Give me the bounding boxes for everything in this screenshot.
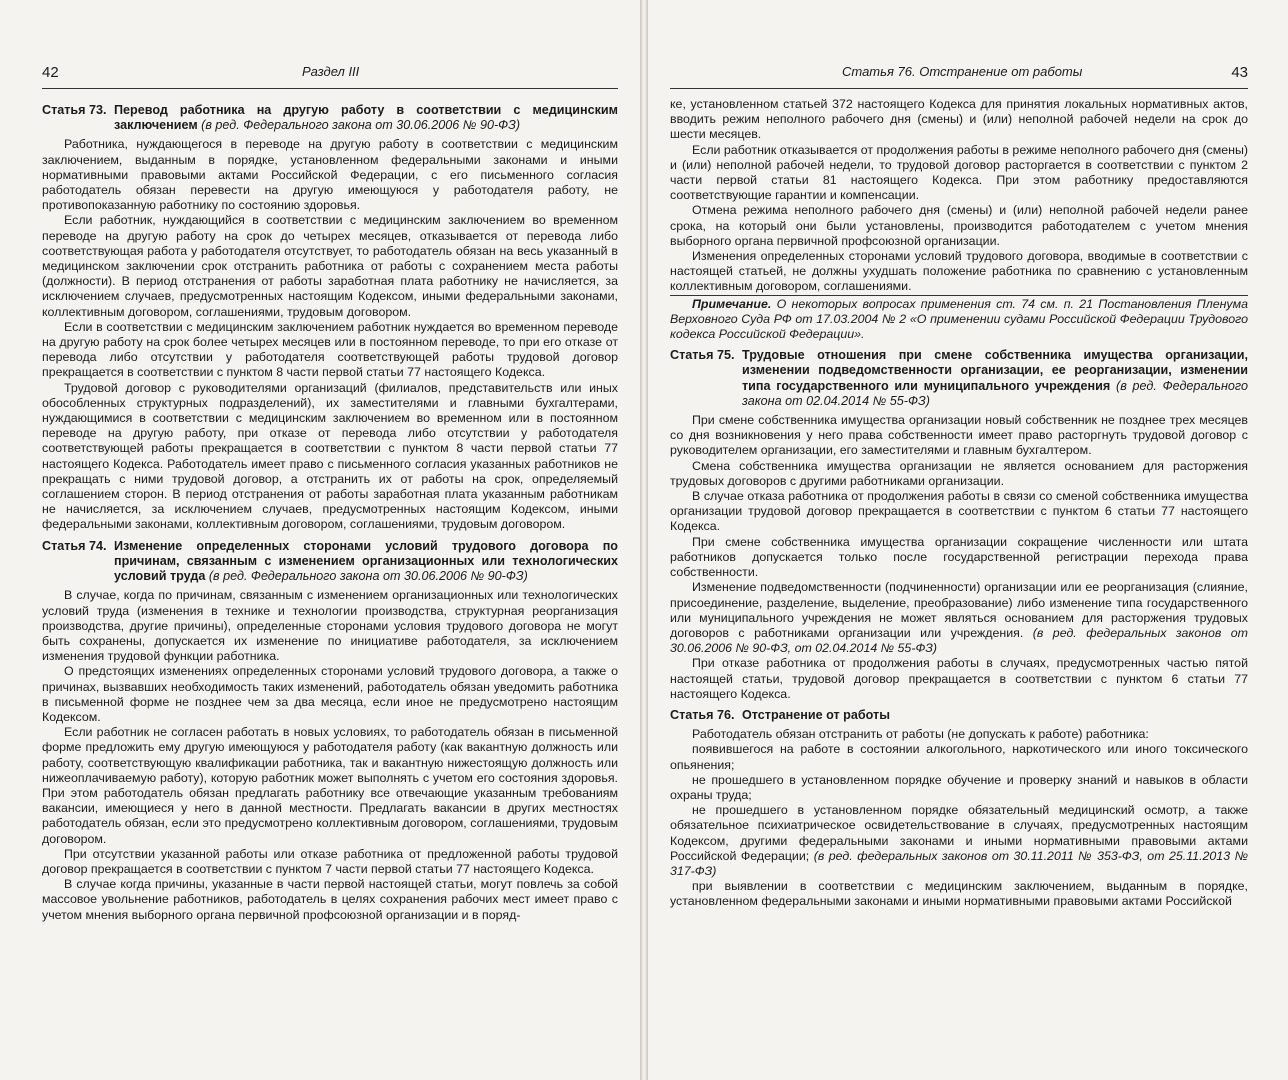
paragraph-text: Изменение подведомственности (подчиненности) организации или ее реорганизация (слияние, присоединение, разделение, выделение, преобразование) либо изменение типа государственного или муниципального учреждения не может являться основанием для расторжения трудовых договоров с работниками организации или учреждения.: [670, 580, 1248, 640]
paragraph: при выявлении в соответствии с медицинским заключением, выданным в порядке, установленном федеральными законами и иными нормативными правовыми актами Российской: [670, 879, 1248, 909]
paragraph: Если работник не согласен работать в новых условиях, то работодатель обязан в письменной форме предложить ему другую имеющуюся у работодателя работу (как вакантную должность или работу, соответствующую квалификации работника, так и вакантную нижестоящую должность или нижеоплачиваемую работу), которую работник может выполнять с учетом его состояния здоровья. При этом работодатель обязан предлагать работнику все отвечающие указанным требованиям вакансии, имеющиеся у него в данной местности. Предлагать вакансии в других местностях работодатель обязан, если это предусмотрено коллективным договором, соглашениями, трудовым договором.: [42, 725, 618, 846]
paragraph: появившегося на работе в состоянии алкогольного, наркотического или иного токсического опьянения;: [670, 742, 1248, 772]
editorial-note: [670, 295, 1248, 343]
article-title: Трудовые отношения при смене собственника имущества организации, изменении подведомственности организации, ее реорганизации, изменении типа государственного или муниципального учреждения: [742, 348, 1248, 393]
paragraph: ке, установленном статьей 372 настоящего Кодекса для принятия локальных нормативных актов, вводить режим неполного рабочего дня (смены) и (или) неполной рабочей недели на срок до шести месяцев.: [670, 97, 1248, 142]
article-edition: (в ред. Федерального закона от 02.04.2014 № 55-ФЗ): [742, 378, 1249, 408]
left-page: [0, 0, 640, 1080]
article-edition: (в ред. Федерального закона от 30.06.2006 № 90-ФЗ): [201, 118, 521, 133]
page-number: 43: [1231, 64, 1248, 81]
article-title: Изменение определенных сторонами условий трудового договора по причинам, связанным с изменением организационных или технологических условий труда: [114, 538, 618, 584]
right-page: [648, 0, 1288, 1080]
right-page-header: [670, 58, 1248, 89]
paragraph: При отказе работника от продолжения работы в случаях, предусмотренных частью пятой настоящей статьи, трудовой договор прекращается в соответствии с пунктом 6 статьи 77 настоящего Кодекса.: [670, 656, 1248, 701]
article-label: Статья 74.: [42, 538, 107, 553]
article-title: Отстранение от работы: [742, 707, 890, 722]
page-number: 42: [42, 64, 59, 81]
paragraph: не прошедшего в установленном порядке обучение и проверку знаний и навыков в области охраны труда;: [670, 772, 1248, 802]
paragraph: Отмена режима неполного рабочего дня (смены) и (или) неполной рабочей недели ранее срока, на который они были установлены, производится работодателем с учетом мнения выборного органа первичной профсоюзной организации.: [670, 203, 1248, 248]
article-76-heading: [670, 708, 1248, 723]
article-73-heading: [42, 103, 618, 133]
note-label: Примечание.: [692, 296, 772, 311]
paragraph: [670, 580, 1248, 656]
note-text: О некоторых вопросах применения ст. 74 см. п. 21 Постановления Пленума Верховного Суда РФ от 17.03.2004 № 2 «О применении судами Российской Федерации Трудового кодекса Российской Федерации».: [670, 296, 1248, 342]
paragraph-edition: (в ред. федеральных законов от 30.11.2011 № 353-ФЗ, от 25.11.2013 № 317-ФЗ): [670, 848, 1248, 878]
article-75-heading: [670, 348, 1248, 409]
running-head: Статья 76. Отстранение от работы: [842, 64, 1083, 79]
paragraph: Работника, нуждающегося в переводе на другую работу в соответствии с медицинским заключением, выданным в порядке, установленном федеральными законами и иными нормативными правовыми актами Российской Федерации, с его письменного согласия работодатель обязан перевести на другую имеющуюся у работодателя работу, не противопоказанную работнику по состоянию здоровья.: [42, 137, 618, 213]
left-page-header: [42, 58, 618, 89]
paragraph: Если работник, нуждающийся в соответствии с медицинским заключением во временном переводе на другую работу на срок до четырех месяцев, отказывается от перевода либо соответствующая работа у работодателя отсутствует, то работодатель обязан на весь указанный в медицинском заключении срок отстранить работника от работы с сохранением места работы (должности). В период отстранения от работы заработная плата работнику не начисляется, за исключением случаев, предусмотренных настоящим Кодексом, иными федеральными законами, коллективным договором, соглашениями, трудовым договором.: [42, 213, 618, 319]
paragraph-text: не прошедшего в установленном порядке обязательный медицинский осмотр, а также обязательное психиатрическое освидетельствование в случаях, предусмотренных настоящим Кодексом, другими федеральными законами и иными нормативными правовыми актами Российской Федерации;: [670, 803, 1248, 863]
paragraph: Изменения определенных сторонами условий трудового договора, вводимые в соответствии с настоящей статьей, не должны ухудшать положение работника по сравнению с установленным коллективным договором, соглашениями.: [670, 249, 1248, 294]
article-label: Статья 75.: [670, 348, 735, 363]
article-74-heading: [42, 539, 618, 585]
paragraph: О предстоящих изменениях определенных сторонами условий трудового договора, а также о причинах, вызвавших необходимость таких изменений, работодатель обязан уведомить работника в письменной форме не позднее чем за два месяца, если иное не предусмотрено настоящим Кодексом.: [42, 664, 618, 724]
article-edition: (в ред. Федерального закона от 30.06.2006 № 90-ФЗ): [208, 569, 528, 584]
paragraph: При смене собственника имущества организации новый собственник не позднее трех месяцев со дня возникновения у него права собственности имеет право расторгнуть трудовой договор с руководителем организации, его заместителями и главным бухгалтером.: [670, 413, 1248, 458]
paragraph: [670, 803, 1248, 879]
right-page-body: [670, 89, 1248, 910]
paragraph: В случае отказа работника от продолжения работы в связи со сменой собственника имущества организации трудовой договор прекращается в соответствии с пунктом 6 статьи 77 настоящего Кодекса.: [670, 489, 1248, 534]
paragraph-edition: (в ред. федеральных законов от 30.06.2006 № 90-ФЗ, от 02.04.2014 № 55-ФЗ): [670, 625, 1249, 656]
running-head: Раздел III: [302, 64, 360, 79]
left-page-body: [42, 89, 618, 923]
paragraph: При отсутствии указанной работы или отказе работника от предложенной работы трудовой договор прекращается в соответствии с пунктом 7 части первой статьи 77 настоящего Кодекса.: [42, 846, 618, 876]
article-label: Статья 73.: [42, 103, 107, 117]
paragraph: Если в соответствии с медицинским заключением работник нуждается во временном переводе на другую работу на срок более четырех месяцев или в постоянном переводе, то при его отказе от перевода либо отсутствии у работодателя соответствующей работы трудовой договор прекращается в соответствии с пунктом 8 части первой статьи 77 настоящего Кодекса.: [42, 319, 618, 380]
book-gutter: [640, 0, 648, 1080]
article-title: Перевод работника на другую работу в соответствии с медицинским заключением: [114, 103, 618, 133]
paragraph: В случае, когда по причинам, связанным с изменением организационных или технологических условий труда (изменения в технике и технологии производства, структурная реорганизация производства, другие причины), определенные сторонами условия трудового договора не могут быть сохранены, допускается их изменение по инициативе работодателя, за исключением изменения трудовой функции работника.: [42, 588, 618, 664]
paragraph: Если работник отказывается от продолжения работы в режиме неполного рабочего дня (смены) и (или) неполной рабочей недели, то трудовой договор расторгается в соответствии с пунктом 2 части первой статьи 81 настоящего Кодекса. При этом работнику предоставляются соответствующие гарантии и компенсации.: [670, 142, 1248, 203]
paragraph: Трудовой договор с руководителями организаций (филиалов, представительств или иных обособленных структурных подразделений), их заместителями и главными бухгалтерами, нуждающимися в соответствии с медицинским заключением во временном или в постоянном переводе на другую работу, при отказе от перевода либо отсутствии у работодателя соответствующей работы прекращается в соответствии с пунктом 8 части первой статьи 77 настоящего Кодекса. Работодатель имеет право с письменного согласия указанных работников не прекращать с ними трудовой договор, а отстранить их от работы на срок, определяемый соглашением сторон. В период отстранения от работы заработная плата указанным работникам не начисляется, за исключением случаев, предусмотренных настоящим Кодексом, иными федеральными законами, коллективным договором, соглашениями, трудовым договором.: [42, 380, 618, 532]
paragraph: Смена собственника имущества организации не является основанием для расторжения трудовых договоров с другими работниками организации.: [670, 458, 1248, 488]
article-label: Статья 76.: [670, 707, 735, 722]
paragraph: В случае когда причины, указанные в части первой настоящей статьи, могут повлечь за собой массовое увольнение работников, работодатель в целях сохранения рабочих мест имеет право с учетом мнения выборного органа первичной профсоюзной организации и в поряд-: [42, 877, 618, 922]
paragraph: При смене собственника имущества организации сокращение численности или штата работников допускается только после государственной регистрации перехода права собственности.: [670, 534, 1248, 580]
paragraph: Работодатель обязан отстранить от работы (не допускать к работе) работника:: [692, 727, 1149, 742]
